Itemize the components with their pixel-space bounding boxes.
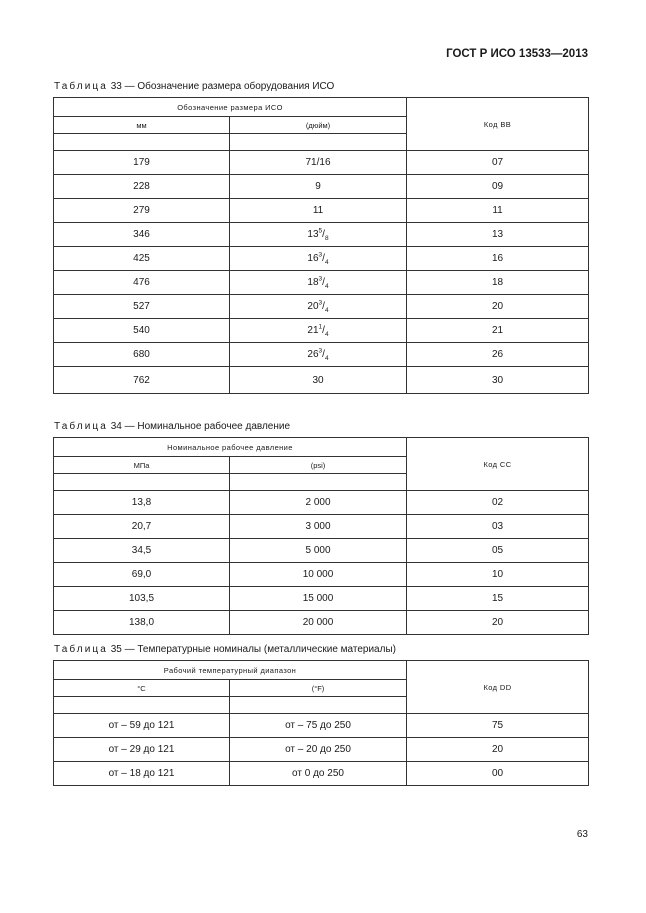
inch-value [307, 325, 328, 336]
group-header: Обозначение размера ИСО [54, 98, 407, 117]
cell-secondary: от – 20 до 250 [230, 738, 407, 762]
table-row [54, 539, 589, 563]
code-header: Код ВВ [407, 98, 589, 151]
caption-text: 35 — Температурные номиналы (металлические материалы) [110, 644, 396, 655]
table-34 [53, 437, 589, 635]
cell-secondary: 10 000 [230, 563, 407, 587]
inch-whole: 18 [307, 277, 319, 288]
cell-secondary: 3 000 [230, 515, 407, 539]
inch-numerator: 3 [318, 275, 323, 283]
inch-numerator: 3 [318, 251, 323, 259]
cell-inch [230, 367, 407, 394]
cell-mm: 476 [54, 271, 230, 295]
table-row [54, 151, 589, 175]
table-row [54, 343, 589, 367]
cell-code: 00 [407, 762, 589, 786]
cell-primary: от – 18 до 121 [54, 762, 230, 786]
inch-whole: 11 [312, 205, 324, 216]
group-header: Номинальное рабочее давление [54, 438, 407, 457]
inch-value [312, 375, 323, 386]
inch-denominator: 4 [324, 259, 329, 266]
caption-word: Таблица [54, 81, 108, 92]
table-row [54, 738, 589, 762]
cell-mm: 179 [54, 151, 230, 175]
code-header: Код DD [407, 661, 589, 714]
cell-code: 05 [407, 539, 589, 563]
cell-mm: 527 [54, 295, 230, 319]
inch-value [313, 205, 323, 216]
cell-code: 03 [407, 515, 589, 539]
inch-whole: 26 [307, 349, 319, 360]
inch-denominator: 4 [324, 307, 329, 314]
cell-secondary: от – 75 до 250 [230, 714, 407, 738]
cell-code: 11 [407, 199, 589, 223]
table-row [54, 199, 589, 223]
cell-secondary: 5 000 [230, 539, 407, 563]
table-row [54, 563, 589, 587]
table-row [54, 247, 589, 271]
inch-whole: 20 [307, 301, 319, 312]
caption-text: 34 — Номинальное рабочее давление [110, 421, 291, 432]
inch-value [305, 157, 330, 168]
cell-secondary: 20 000 [230, 611, 407, 635]
table-33-caption [54, 81, 334, 92]
column-header-inch: (дюйм) [230, 117, 407, 134]
table-row [54, 762, 589, 786]
cell-inch [230, 319, 407, 343]
cell-code: 18 [407, 271, 589, 295]
cell-mm: 425 [54, 247, 230, 271]
fraction-slash: / [322, 349, 325, 360]
fraction-slash: / [322, 301, 325, 312]
cell-primary: 34,5 [54, 539, 230, 563]
column-header-psi: (psi) [230, 457, 407, 474]
cell-code: 09 [407, 175, 589, 199]
cell-code: 15 [407, 587, 589, 611]
caption-text: 33 — Обозначение размера оборудования ИСО [110, 81, 335, 92]
cell-inch [230, 223, 407, 247]
table-row [54, 175, 589, 199]
cell-inch [230, 199, 407, 223]
inch-denominator: 8 [324, 235, 329, 242]
table-row [54, 587, 589, 611]
cell-code: 20 [407, 738, 589, 762]
caption-word: Таблица [54, 644, 108, 655]
cell-inch [230, 175, 407, 199]
inch-denominator: 4 [324, 331, 329, 338]
cell-code: 20 [407, 611, 589, 635]
page-number: 63 [576, 829, 588, 840]
cell-inch [230, 343, 407, 367]
column-header-fahrenheit: (°F) [230, 680, 407, 697]
inch-whole: 16 [307, 253, 319, 264]
cell-code: 13 [407, 223, 589, 247]
table-row [54, 319, 589, 343]
cell-code: 30 [407, 367, 589, 394]
cell-mm: 279 [54, 199, 230, 223]
table-33 [53, 97, 589, 394]
cell-code: 75 [407, 714, 589, 738]
inch-denominator: 4 [324, 355, 329, 362]
inch-whole: 30 [312, 374, 324, 386]
inch-value [315, 181, 321, 192]
cell-mm: 346 [54, 223, 230, 247]
inch-value [307, 229, 328, 240]
inch-whole: 21 [307, 325, 319, 336]
inch-value [307, 253, 328, 264]
cell-primary: 138,0 [54, 611, 230, 635]
inch-numerator: 3 [318, 347, 323, 355]
column-header-celsius: °C [54, 680, 230, 697]
cell-secondary: от 0 до 250 [230, 762, 407, 786]
fraction-slash: / [322, 229, 325, 240]
cell-primary: 20,7 [54, 515, 230, 539]
table-35 [53, 660, 589, 786]
table-34-caption [54, 421, 290, 432]
cell-secondary: 2 000 [230, 491, 407, 515]
cell-primary: 69,0 [54, 563, 230, 587]
cell-code: 21 [407, 319, 589, 343]
table-row [54, 271, 589, 295]
column-header-mm: мм [54, 117, 230, 134]
table-row [54, 491, 589, 515]
cell-code: 20 [407, 295, 589, 319]
cell-secondary: 15 000 [230, 587, 407, 611]
inch-whole: 71/16 [305, 157, 331, 168]
fraction-slash: / [322, 277, 325, 288]
table-35-caption [54, 644, 396, 655]
cell-code: 26 [407, 343, 589, 367]
cell-mm: 228 [54, 175, 230, 199]
table-row [54, 367, 589, 394]
cell-inch [230, 271, 407, 295]
inch-whole: 13 [307, 229, 319, 240]
inch-whole: 9 [315, 181, 321, 192]
table-row [54, 223, 589, 247]
fraction-slash: / [322, 325, 325, 336]
fraction-slash: / [322, 253, 325, 264]
inch-value [307, 277, 328, 288]
table-row [54, 714, 589, 738]
inch-value [307, 301, 328, 312]
cell-primary: от – 29 до 121 [54, 738, 230, 762]
inch-denominator: 4 [324, 283, 329, 290]
cell-primary: 13,8 [54, 491, 230, 515]
inch-numerator: 5 [318, 227, 323, 235]
cell-inch [230, 151, 407, 175]
inch-numerator: 3 [318, 299, 323, 307]
cell-inch [230, 247, 407, 271]
cell-mm: 540 [54, 319, 230, 343]
cell-mm: 762 [54, 367, 230, 394]
cell-code: 16 [407, 247, 589, 271]
inch-value [307, 349, 328, 360]
table-row [54, 611, 589, 635]
cell-primary: от – 59 до 121 [54, 714, 230, 738]
caption-word: Таблица [54, 421, 108, 432]
cell-inch [230, 295, 407, 319]
table-row [54, 295, 589, 319]
cell-code: 07 [407, 151, 589, 175]
table-row [54, 515, 589, 539]
cell-mm: 680 [54, 343, 230, 367]
standard-code: ГОСТ Р ИСО 13533—2013 [446, 48, 588, 60]
cell-code: 02 [407, 491, 589, 515]
code-header: Код СС [407, 438, 589, 491]
group-header: Рабочий температурный диапазон [54, 661, 407, 680]
inch-numerator: 1 [318, 323, 323, 331]
cell-code: 10 [407, 563, 589, 587]
column-header-mpa: МПа [54, 457, 230, 474]
cell-primary: 103,5 [54, 587, 230, 611]
